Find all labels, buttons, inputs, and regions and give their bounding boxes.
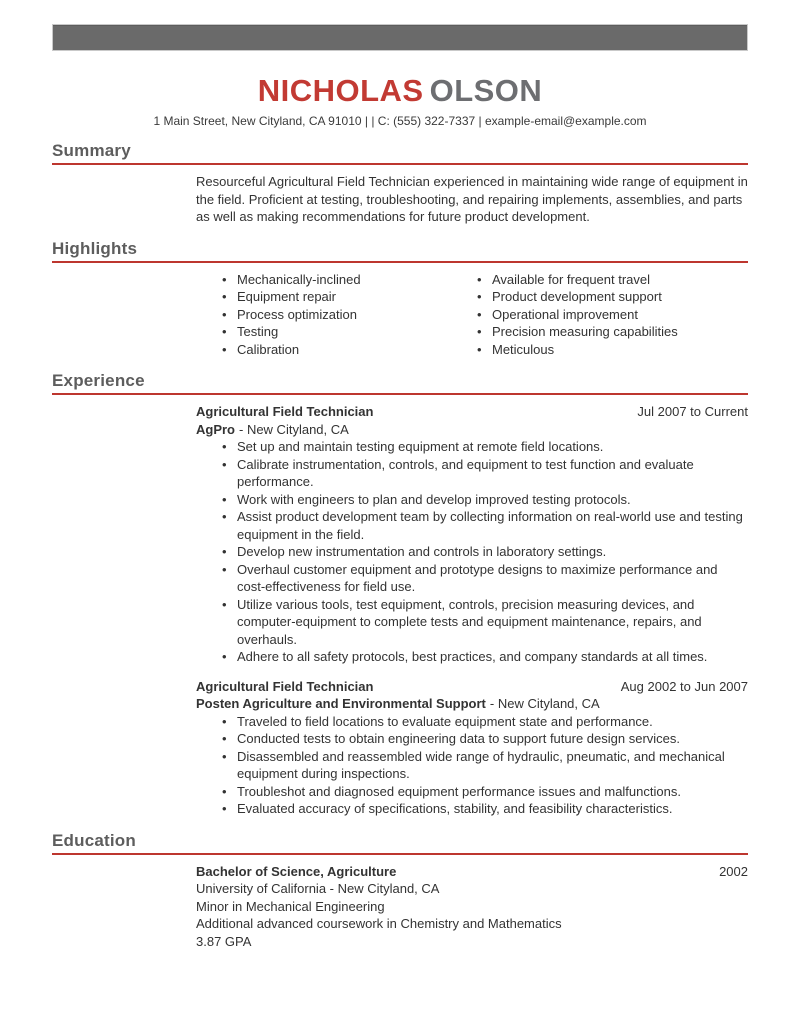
highlight-item: • Product development support <box>477 288 748 306</box>
job-dates: Jul 2007 to Current <box>637 404 748 419</box>
job-bullet: • Utilize various tools, test equipment, controls, precision measuring devices, and computer-equipment to complete tests and equipment maintenance, repairs, and overhauls. <box>222 596 748 649</box>
experience-job-2 <box>196 678 748 818</box>
job-bullet: • Work with engineers to plan and develop improved testing protocols. <box>222 491 748 509</box>
highlights-heading: Highlights <box>52 239 748 263</box>
highlight-item: • Calibration <box>222 341 451 359</box>
education-detail: University of California - New Cityland, CA <box>196 881 440 896</box>
highlight-item: • Precision measuring capabilities <box>477 323 748 341</box>
job-bullet: • Conducted tests to obtain engineering data to support future design services. <box>222 730 748 748</box>
education-details <box>196 880 748 950</box>
section-education <box>52 831 748 951</box>
job-bullet: • Assist product development team by collecting information on real-world use and testing equipment in the field. <box>222 508 748 543</box>
experience-job-1 <box>196 403 748 666</box>
job-bullet: • Evaluated accuracy of specifications, stability, and feasibility characteristics. <box>222 800 748 818</box>
education-heading: Education <box>52 831 748 855</box>
education-detail: Additional advanced coursework in Chemistry and Mathematics <box>196 916 562 931</box>
job-bullet: • Calibrate instrumentation, controls, and equipment to test function and evaluate performance. <box>222 456 748 491</box>
highlight-item: • Mechanically-inclined <box>222 271 451 289</box>
degree-name: Bachelor of Science, Agriculture <box>196 863 397 879</box>
summary-heading: Summary <box>52 141 748 165</box>
highlight-item: • Operational improvement <box>477 306 748 324</box>
job-bullet: • Develop new instrumentation and controls in laboratory settings. <box>222 543 748 561</box>
job-bullet: • Disassembled and reassembled wide range of hydraulic, pneumatic, and mechanical equipment during inspections. <box>222 748 748 783</box>
highlight-item: • Testing <box>222 323 451 341</box>
education-detail: 3.87 GPA <box>196 933 252 949</box>
job-title: Agricultural Field Technician <box>196 404 374 419</box>
job-bullet-list <box>196 713 748 818</box>
section-highlights <box>52 239 748 359</box>
highlight-item: • Meticulous <box>477 341 748 359</box>
job-company: Posten Agriculture and Environmental Support <box>196 696 486 711</box>
job-title: Agricultural Field Technician <box>196 678 374 694</box>
header-decoration-bar <box>52 24 748 51</box>
job-bullet: • Traveled to field locations to evaluate equipment state and performance. <box>222 713 748 731</box>
highlight-item: • Process optimization <box>222 306 451 324</box>
job-bullet: • Set up and maintain testing equipment at remote field locations. <box>222 438 748 456</box>
job-location: - New Cityland, CA <box>489 696 600 711</box>
degree-year: 2002 <box>719 863 748 879</box>
section-experience <box>52 371 748 818</box>
candidate-first-name: NICHOLAS <box>257 73 424 108</box>
job-dates: Aug 2002 to Jun 2007 <box>620 678 748 694</box>
job-company: AgPro <box>196 421 235 437</box>
section-summary <box>52 141 748 226</box>
job-company-line <box>196 695 748 713</box>
highlights-column-2 <box>451 271 748 359</box>
highlights-column-1 <box>196 271 451 359</box>
education-detail: Minor in Mechanical Engineering <box>196 898 385 914</box>
highlight-item: • Available for frequent travel <box>477 271 748 289</box>
job-company-line <box>196 421 748 439</box>
job-bullet: • Adhere to all safety protocols, best practices, and company standards at all times. <box>222 648 748 666</box>
experience-heading: Experience <box>52 371 748 395</box>
highlights-columns <box>196 271 748 359</box>
candidate-name <box>52 73 748 109</box>
job-bullet: • Overhaul customer equipment and prototype designs to maximize performance and cost-effectiveness for field use. <box>222 561 748 596</box>
candidate-last-name: OLSON <box>429 73 543 108</box>
resume-header <box>52 73 748 128</box>
degree-row <box>196 863 748 881</box>
highlight-item: • Equipment repair <box>222 288 451 306</box>
summary-text: Resourceful Agricultural Field Technician experienced in maintaining wide range of equipment in the field. Proficient at testing, troubleshooting, and repairing implements, assemblies, and parts as well as making recommendations for future product development. <box>196 174 748 224</box>
job-bullet-list <box>196 438 748 666</box>
job-bullet: • Troubleshot and diagnosed equipment performance issues and malfunctions. <box>222 783 748 801</box>
contact-line: 1 Main Street, New Cityland, CA 91010 | | C: (555) 322-7337 | example-email@example.com <box>153 114 647 128</box>
job-location: - New Cityland, CA <box>239 421 349 437</box>
